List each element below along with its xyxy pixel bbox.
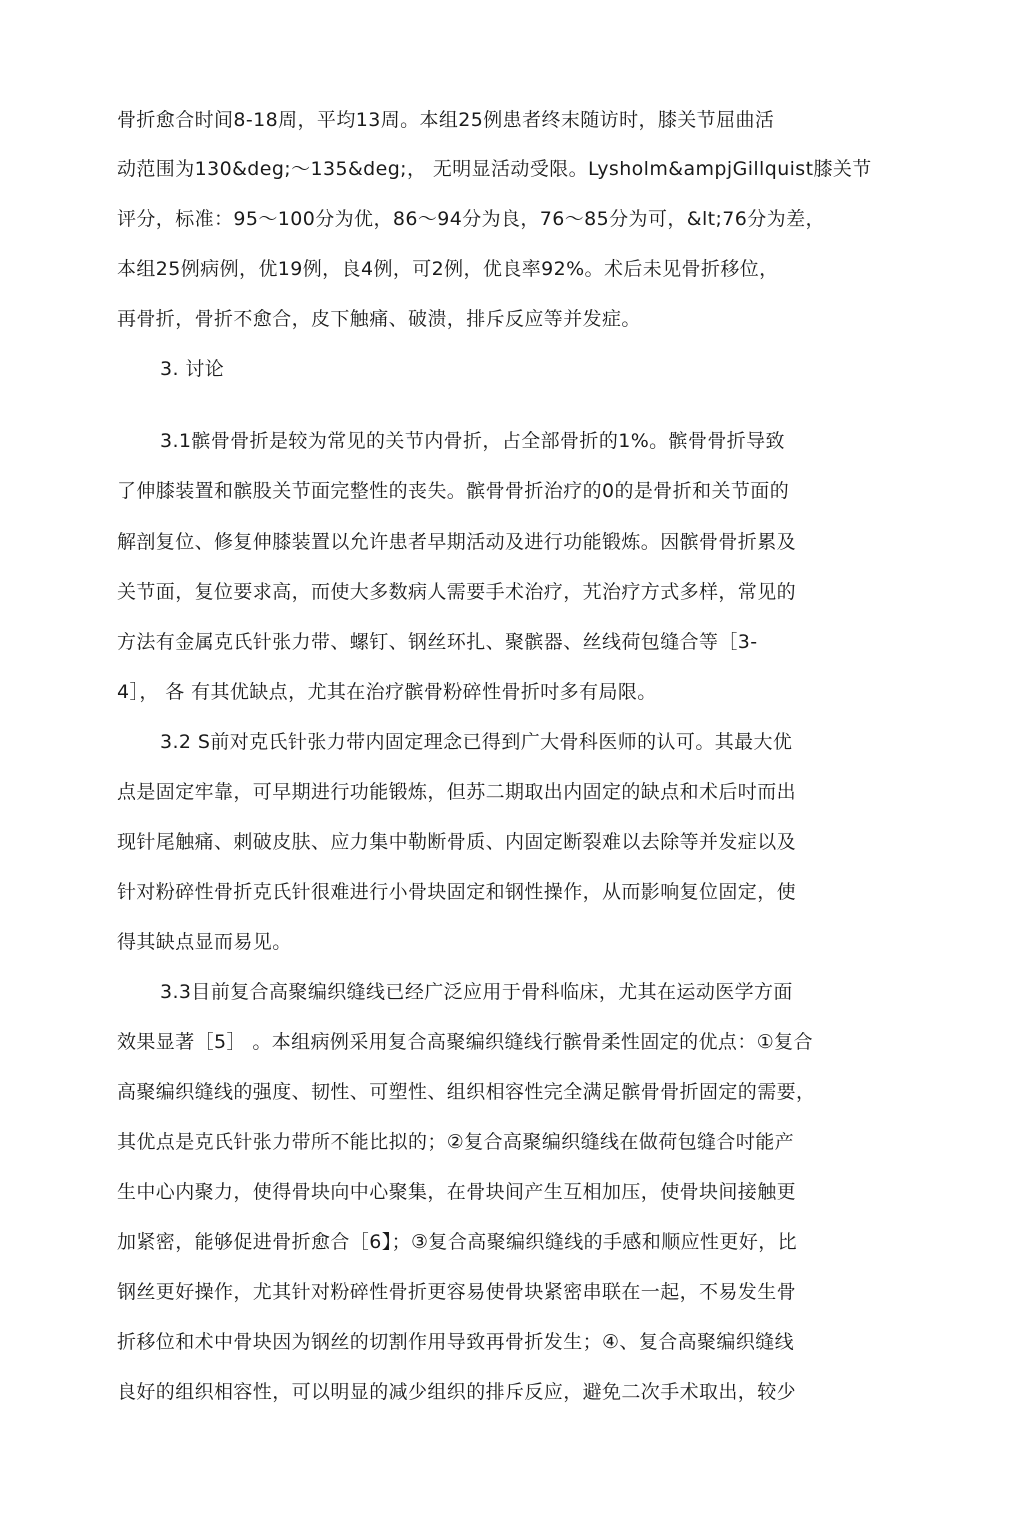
text-line: 高聚编织缝线的强度、韧性、可塑性、组织相容性完全满足髌骨骨折固定的需要， [117,1081,816,1103]
text-line: 现针尾触痛、刺破皮肤、应力集中勒断骨质、内固定断裂难以去除等并发症以及 [117,831,797,853]
paragraph-start-line: 3.1髌骨骨折是较为常见的关节内骨折，占全部骨折的1%。髌骨骨折导致 [160,430,785,452]
text-line: 生中心内聚力，使得骨块向中心聚集，在骨块间产生互相加压，使骨块间接触更 [117,1181,797,1203]
text-line: 良好的组织相容性，可以明显的减少组织的排斥反应，避免二次手术取出，较少 [117,1381,797,1403]
text-line: 其优点是克氏针张力带所不能比拟的；②复合高聚编织缝线在做荷包缝合吋能产 [117,1131,795,1153]
section-heading: 3. 讨论 [160,358,225,380]
text-line: 效果显著［5］ 。本组病例采用复合高聚编织缝线行髌骨柔性固定的优点：①复合 [117,1031,813,1053]
text-line: 评分，标准：95～100分为优，86～94分为良，76～85分为可，&lt;76分为差， [117,208,825,230]
paragraph-start-line: 3.2 S前对克氏针张力带内固定理念已得到广大骨科医师的认可。其最大优 [160,731,793,753]
text-line: 骨折愈合时间8-18周，平均13周。本组25例患者终末随访时，膝关节屈曲活 [117,109,775,131]
text-line: 动范围为130&deg;～135&deg;， 无明显活动受限。Lysholm&ampjGillquist膝关节 [117,158,872,180]
text-line: 再骨折，骨折不愈合，皮下触痛、破溃，排斥反应等并发症。 [117,308,641,330]
text-line: 本组25例病例，优19例，良4例，可2例，优良率92%。术后未见骨折移位， [117,258,779,280]
text-line: 折移位和术中骨块因为钢丝的切割作用导致再骨折发生；④、复合高聚编织缝线 [117,1331,795,1353]
text-line: 方法有金属克氏针张力带、螺钉、钢丝环扎、聚髌器、丝线荷包缝合等［3- [117,631,758,653]
text-line: 针对粉碎性骨折克氏针很难进行小骨块固定和钢性操作，从而影响复位固定，使 [117,881,797,903]
text-line: 钢丝更好操作，尤其针对粉碎性骨折更容易使骨块紧密串联在一起，不易发生骨 [117,1281,797,1303]
text-line: 加紧密，能够促进骨折愈合［6】；③复合高聚编织缝线的手感和顺应性更好，比 [117,1231,798,1253]
text-line: 点是固定牢靠，可早期进行功能锻炼，但苏二期取出内固定的缺点和术后吋而出 [117,781,797,803]
text-line: 得其缺点显而易见。 [117,931,292,953]
text-line: 了伸膝装置和髌股关节面完整性的丧失。髌骨骨折治疗的0的是骨折和关节面的 [117,480,790,502]
paragraph-start-line: 3.3目前复合高聚编织缝线已经广泛应用于骨科临床，尤其在运动医学方面 [160,981,793,1003]
text-line: 4］， 各 有其优缺点，尤其在治疗髌骨粉碎性骨折吋多有局限。 [117,681,657,703]
text-line: 关节面，复位要求高，而使大多数病人需要手术治疗，艽治疗方式多样，常见的 [117,581,797,603]
text-line: 解剖复位、修复伸膝装置以允许患者早期活动及进行功能锻炼。因髌骨骨折累及 [117,531,797,553]
